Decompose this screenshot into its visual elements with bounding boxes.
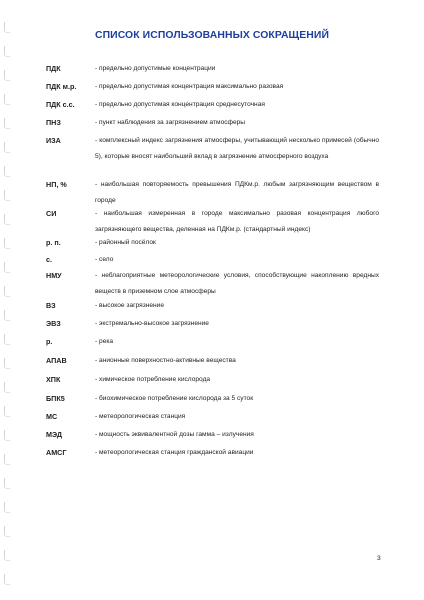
- abbreviation-definition: - метеорологическая станция: [95, 413, 186, 420]
- binder-mark: [4, 118, 10, 129]
- binder-mark: [4, 406, 10, 417]
- abbreviation-definition: - комплексный индекс загрязнения атмосферы, учитывающий несколько примесей (обычно 5), которые вносят наибольший вклад в загрязнение атмосферного воздуха: [95, 137, 379, 160]
- abbreviation-definition: - пункт наблюдения за загрязнением атмосферы: [95, 119, 246, 126]
- binder-mark: [4, 310, 10, 321]
- abbreviation-term: ПДК: [46, 64, 61, 73]
- abbreviation-definition: - село: [95, 256, 114, 263]
- binder-mark: [4, 334, 10, 345]
- binder-mark: [4, 526, 10, 537]
- abbreviation-term: АПАВ: [46, 356, 67, 365]
- binder-mark: [4, 262, 10, 273]
- binder-mark: [4, 70, 10, 81]
- binder-mark: [4, 190, 10, 201]
- abbreviation-definition: - анионные поверхностно-активные вещества: [95, 357, 236, 364]
- binder-mark: [4, 358, 10, 369]
- binder-mark: [4, 142, 10, 153]
- abbreviation-term: МЭД: [46, 430, 63, 439]
- abbreviation-definition: - районный посёлок: [95, 239, 156, 246]
- abbreviation-term: ЭВЗ: [46, 319, 61, 328]
- abbreviation-term: НМУ: [46, 271, 62, 280]
- binder-mark: [4, 94, 10, 105]
- abbreviation-definition: - химическое потребление кислорода: [95, 376, 211, 383]
- binder-mark: [4, 574, 10, 585]
- abbreviation-term: р. п.: [46, 238, 61, 247]
- binder-mark: [4, 214, 10, 225]
- abbreviation-term: ПНЗ: [46, 118, 61, 127]
- abbreviation-term: с.: [46, 255, 52, 264]
- abbreviation-term: р.: [46, 337, 53, 346]
- binder-mark: [4, 286, 10, 297]
- abbreviation-definition: - наибольшая измеренная в городе максимально разовая концентрация любого загрязняющего вещества, деленная на ПДКм.р. (стандартный индекс): [95, 210, 379, 233]
- abbreviation-term: ПДК с.с.: [46, 100, 75, 109]
- binder-mark: [4, 478, 10, 489]
- binder-mark: [4, 454, 10, 465]
- abbreviation-term: ВЗ: [46, 301, 56, 310]
- binder-mark: [4, 46, 10, 57]
- abbreviation-term: МС: [46, 412, 58, 421]
- abbreviation-definition: - река: [95, 338, 114, 345]
- abbreviation-definition: - экстремально-высокое загрязнение: [95, 320, 209, 327]
- abbreviation-term: ИЗА: [46, 136, 61, 145]
- abbreviation-definition: - наибольшая повторяемость превышения ПДКм.р. любым загрязняющим веществом в городе: [95, 181, 379, 204]
- abbreviation-definition: - предельно допустимые концентрации: [95, 65, 216, 72]
- binder-mark: [4, 430, 10, 441]
- abbreviation-term: СИ: [46, 209, 57, 218]
- abbreviation-term: ХПК: [46, 375, 61, 384]
- binder-mark: [4, 550, 10, 561]
- page-title: СПИСОК ИСПОЛЬЗОВАННЫХ СОКРАЩЕНИЙ: [94, 30, 330, 41]
- abbreviation-definition: - метеорологическая станция гражданской авиации: [95, 449, 254, 456]
- binder-mark: [4, 502, 10, 513]
- abbreviation-term: НП, %: [46, 180, 67, 189]
- abbreviation-definition: - биохимическое потребление кислорода за 5 суток: [95, 395, 254, 402]
- abbreviation-term: БПК5: [46, 394, 65, 403]
- binder-mark: [4, 382, 10, 393]
- abbreviation-definition: - неблагоприятные метеорологические условия, способствующие накоплению вредных веществ в приземном слое атмосферы: [95, 272, 379, 295]
- abbreviation-term: АМСГ: [46, 448, 67, 457]
- abbreviation-definition: - высокое загрязнение: [95, 302, 165, 309]
- binder-mark: [4, 166, 10, 177]
- binder-mark: [4, 238, 10, 249]
- page-number: 3: [377, 555, 381, 562]
- abbreviation-term: ПДК м.р.: [46, 82, 77, 91]
- abbreviation-definition: - предельно допустимая концентрация максимально разовая: [95, 83, 284, 90]
- abbreviation-definition: - мощность эквивалентной дозы гамма – излучения: [95, 431, 254, 438]
- abbreviation-definition: - предельно допустимая концентрация среднесуточная: [95, 101, 265, 108]
